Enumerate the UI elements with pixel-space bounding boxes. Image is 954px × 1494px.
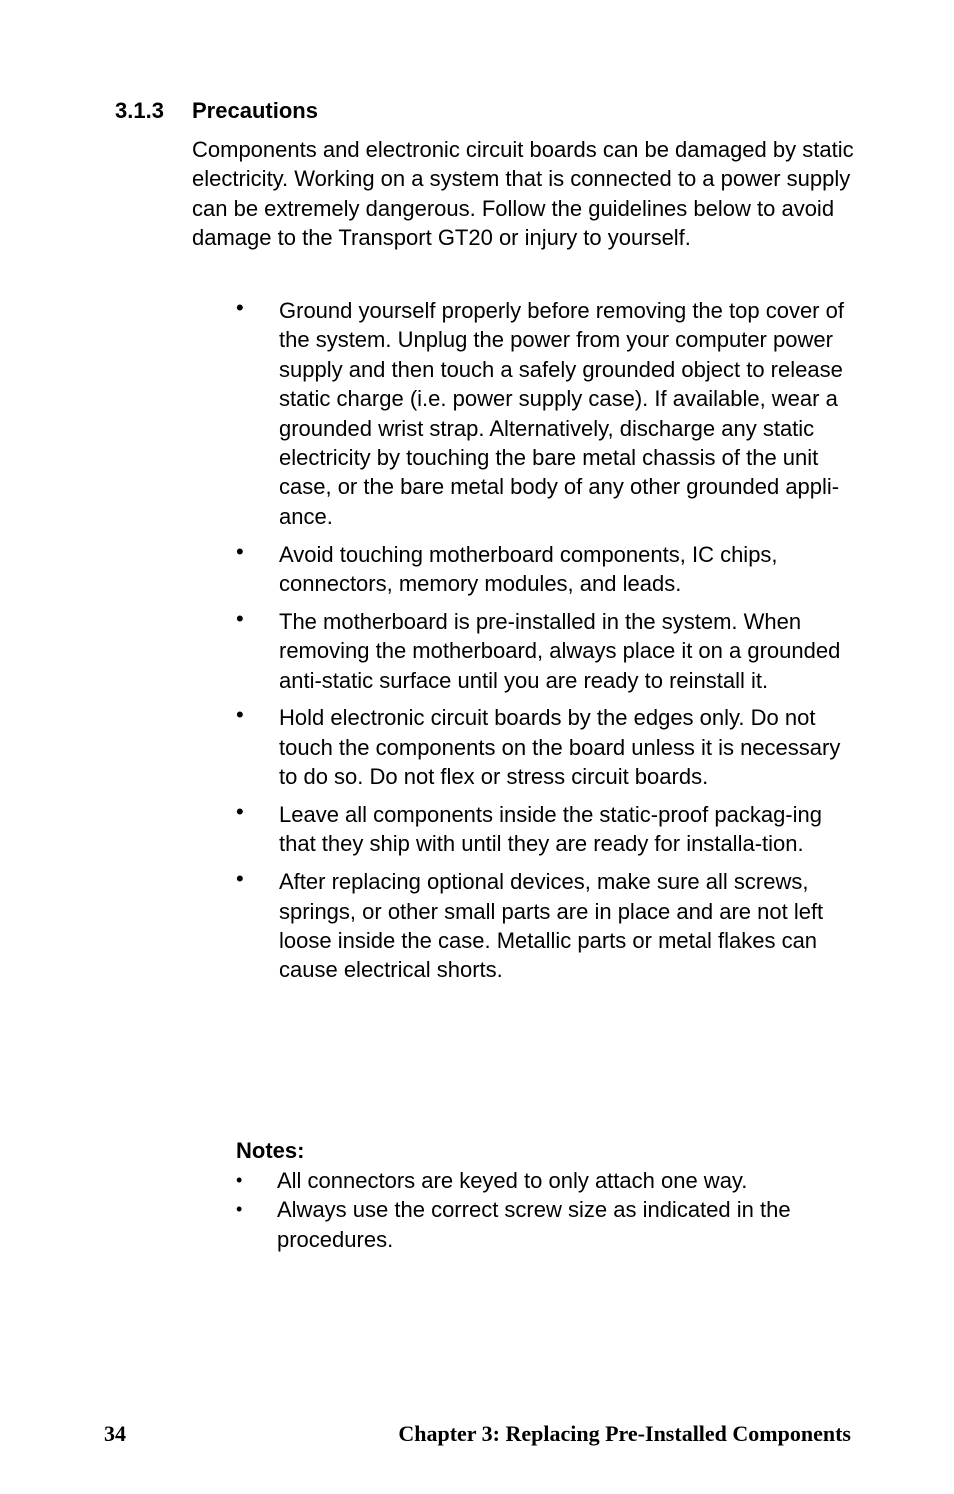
- bullet-icon: •: [236, 799, 244, 825]
- list-item: [236, 607, 856, 695]
- list-item-text: The motherboard is pre-installed in the system. When removing the motherboard, always place it on a grounded anti-static surface until you are ready to reinstall it.: [279, 608, 841, 693]
- section-heading: [115, 96, 318, 126]
- note-item-text: Always use the correct screw size as indicated in the procedures.: [277, 1197, 791, 1252]
- notes-list: [236, 1166, 856, 1254]
- section-title: Precautions: [192, 98, 318, 123]
- list-item-text: Ground yourself properly before removing the top cover of the system. Unplug the power from your computer power supply and then touch a safely grounded object to release static charge (i.e. power supply case). If available, wear a grounded wrist strap. Alternatively, discharge any static electricity by touching the bare metal chassis of the unit case, or the bare metal body of any other grounded appli-ance.: [279, 298, 844, 529]
- note-item: [236, 1195, 856, 1254]
- list-item-text: Leave all components inside the static-proof packag-ing that they ship with until they are ready for installa-tion.: [279, 802, 822, 857]
- bullet-icon: •: [236, 702, 244, 728]
- bullet-icon: •: [236, 295, 244, 320]
- bullet-icon: •: [236, 605, 244, 631]
- list-item: [236, 540, 856, 599]
- page-number: 34: [104, 1421, 126, 1446]
- bullet-icon: •: [236, 1170, 243, 1190]
- notes-heading: Notes:: [236, 1138, 305, 1163]
- list-item-text: Avoid touching motherboard components, IC chips, connectors, memory modules, and leads.: [279, 541, 778, 597]
- list-item: [236, 867, 856, 985]
- section-number: 3.1.3: [115, 98, 164, 123]
- list-item-text: Hold electronic circuit boards by the edges only. Do not touch the components on the board unless it is necessary to do so. Do not flex or stress circuit boards.: [279, 705, 841, 790]
- bullet-icon: •: [236, 866, 244, 892]
- list-item: [236, 703, 856, 791]
- intro-paragraph: Components and electronic circuit boards can be damaged by static electricity. Working on a system that is connected to a power supply can be extremely dangerous. Follow the guidelines below to avoid damage to the Transport GT20 or injury to yourself.: [192, 137, 854, 250]
- page-footer: [104, 1419, 851, 1449]
- bullet-icon: •: [236, 1199, 243, 1220]
- bullet-icon: •: [236, 538, 244, 564]
- note-item-text: All connectors are keyed to only attach one way.: [277, 1168, 748, 1193]
- list-item-text: After replacing optional devices, make sure all screws, springs, or other small parts are in place and are not left loose inside the case. Metallic parts or metal flakes can cause electrical shorts.: [279, 869, 824, 983]
- chapter-title: Chapter 3: Replacing Pre-Installed Components: [398, 1421, 851, 1446]
- precautions-list: [236, 296, 856, 993]
- list-item: [236, 296, 856, 531]
- note-item: [236, 1166, 856, 1195]
- list-item: [236, 800, 856, 859]
